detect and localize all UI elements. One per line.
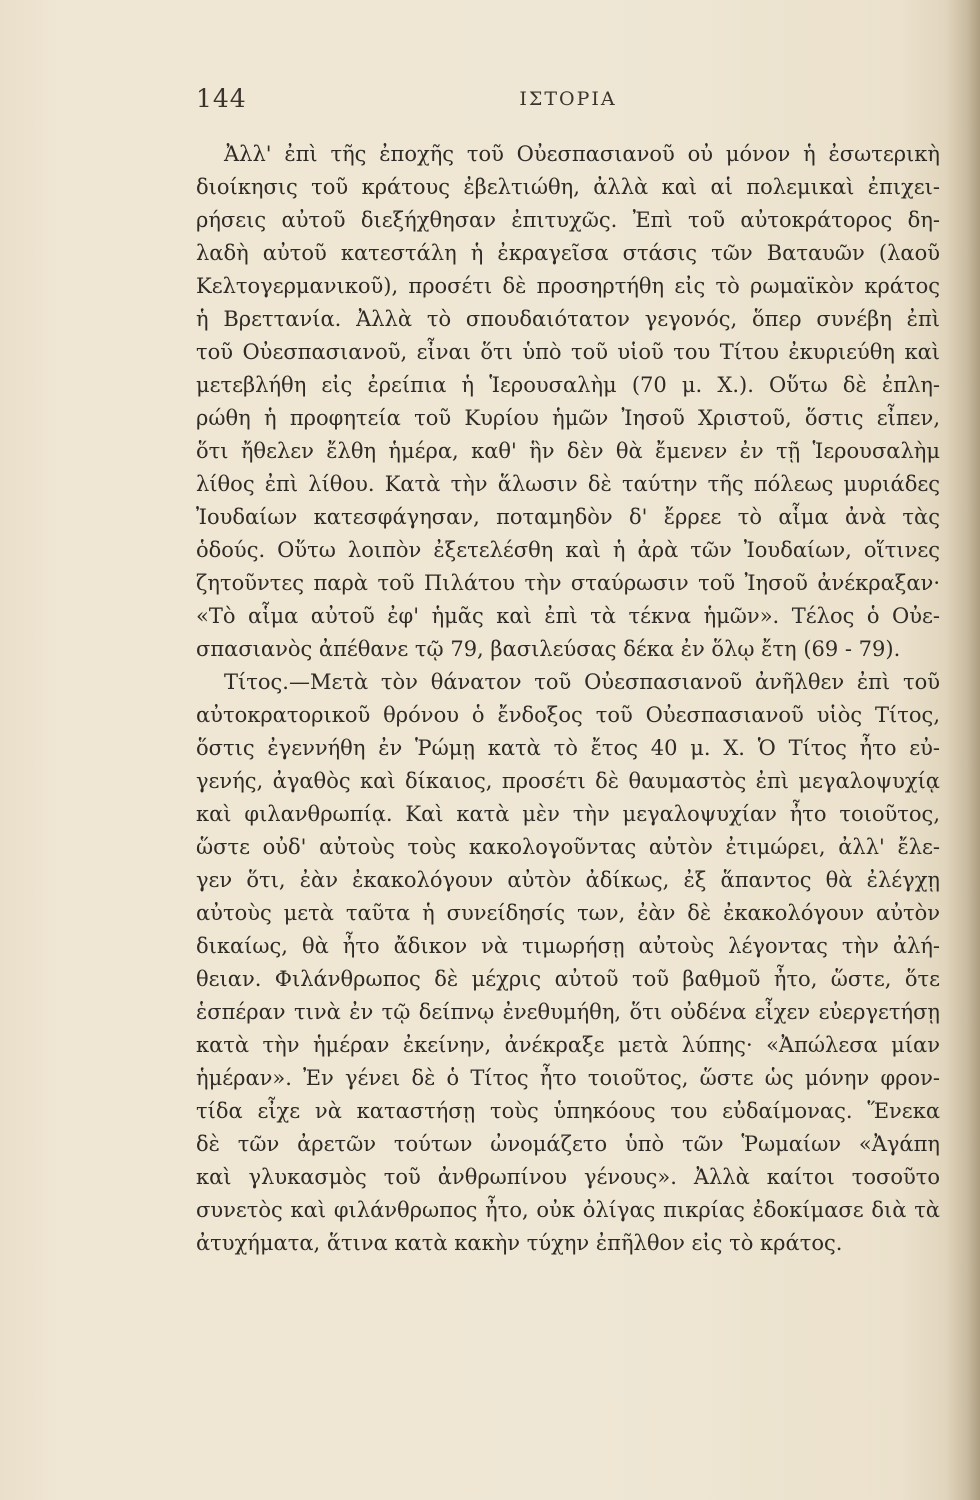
text-line: τοῦ Οὐεσπασιανοῦ, εἶναι ὅτι ὑπὸ τοῦ υἱοῦ του Τίτου ἐκυριεύθη καὶ [196, 340, 940, 364]
text-line: δὲ τῶν ἀρετῶν τούτων ὠνομάζετο ὑπὸ τῶν Ῥωμαίων «Ἀγάπη [196, 1132, 940, 1156]
text-line: λίθος ἐπὶ λίθου. Κατὰ τὴν ἅλωσιν δὲ ταύτην τῆς πόλεως μυριάδες [196, 472, 940, 496]
running-title: ΙΣΤΟΡΙΑ [519, 88, 617, 110]
section-start-line: Τίτος.—Μετὰ τὸν θάνατον τοῦ Οὐεσπασιανοῦ ἀνῆλθεν ἐπὶ τοῦ [224, 670, 940, 694]
text-line: ὁδούς. Οὕτω λοιπὸν ἐξετελέσθη καὶ ἡ ἀρὰ τῶν Ἰουδαίων, οἵτινες [196, 538, 940, 562]
text-line: ζητοῦντες παρὰ τοῦ Πιλάτου τὴν σταύρωσιν τοῦ Ἰησοῦ ἀνέκραξαν· [196, 571, 940, 595]
text-line: αὐτοκρατορικοῦ θρόνου ὁ ἔνδοξος τοῦ Οὐεσπασιανοῦ υἱὸς Τίτος, [196, 703, 940, 727]
text-line: θειαν. Φιλάνθρωπος δὲ μέχρις αὐτοῦ τοῦ βαθμοῦ ἦτο, ὥστε, ὅτε [196, 967, 940, 991]
page-edge-shadow [946, 0, 980, 1500]
text-line: Κελτογερμανικοῦ), προσέτι δὲ προσηρτήθη εἰς τὸ ρωμαϊκὸν κράτος [196, 274, 940, 298]
text-line: ὅστις ἐγεννήθη ἐν Ῥώμῃ κατὰ τὸ ἔτος 40 μ. Χ. Ὁ Τίτος ἦτο εὐ- [196, 736, 940, 760]
text-line: ὥστε οὐδ' αὐτοὺς τοὺς κακολογοῦντας αὐτὸν ἐτιμώρει, ἀλλ' ἔλε- [196, 835, 940, 859]
body-text [196, 138, 940, 1260]
text-line: σπασιανὸς ἀπέθανε τῷ 79, βασιλεύσας δέκα ἐν ὅλῳ ἔτη (69 - 79). [196, 637, 901, 661]
text-line: «Τὸ αἷμα αὐτοῦ ἐφ' ἡμᾶς καὶ ἐπὶ τὰ τέκνα ἡμῶν». Τέλος ὁ Οὐε- [196, 604, 940, 628]
text-line: ἑσπέραν τινὰ ἐν τῷ δείπνῳ ἐνεθυμήθη, ὅτι οὐδένα εἶχεν εὐεργετήσῃ [196, 1000, 940, 1024]
text-line: καὶ φιλανθρωπίᾳ. Καὶ κατὰ μὲν τὴν μεγαλοψυχίαν ἦτο τοιοῦτος, [196, 802, 940, 826]
page-number: 144 [196, 84, 247, 113]
text-line: γενής, ἀγαθὸς καὶ δίκαιος, προσέτι δὲ θαυμαστὸς ἐπὶ μεγαλοψυχίᾳ [196, 769, 940, 793]
text-line: Ἀλλ' ἐπὶ τῆς ἐποχῆς τοῦ Οὐεσπασιανοῦ οὐ μόνον ἡ ἐσωτερικὴ [224, 142, 940, 166]
text-line: ἡμέραν». Ἐν γένει δὲ ὁ Τίτος ἦτο τοιοῦτος, ὥστε ὡς μόνην φρον- [196, 1066, 940, 1090]
text-line: καὶ γλυκασμὸς τοῦ ἀνθρωπίνου γένους». Ἀλλὰ καίτοι τοσοῦτο [196, 1165, 940, 1189]
text-line: ἡ Βρεττανία. Ἀλλὰ τὸ σπουδαιότατον γεγονός, ὅπερ συνέβη ἐπὶ [196, 307, 940, 331]
text-line: συνετὸς καὶ φιλάνθρωπος ἦτο, οὐκ ὀλίγας πικρίας ἐδοκίμασε διὰ τὰ [196, 1198, 940, 1222]
page-header [196, 84, 940, 124]
text-line: ρήσεις αὐτοῦ διεξήχθησαν ἐπιτυχῶς. Ἐπὶ τοῦ αὐτοκράτορος δη- [196, 208, 940, 232]
text-line: μετεβλήθη εἰς ἐρείπια ἡ Ἱερουσαλὴμ (70 μ. Χ.). Οὕτω δὲ ἐπλη- [196, 373, 940, 397]
text-line: διοίκησις τοῦ κράτους ἐβελτιώθη, ἀλλὰ καὶ αἱ πολεμικαὶ ἐπιχει- [196, 175, 940, 199]
text-line: γεν ὅτι, ἐὰν ἐκακολόγουν αὐτὸν ἀδίκως, ἐξ ἅπαντος θὰ ἐλέγχῃ [196, 868, 940, 892]
text-line: Ἰουδαίων κατεσφάγησαν, ποταμηδὸν δ' ἔρρεε τὸ αἷμα ἀνὰ τὰς [196, 505, 940, 529]
text-line: ρώθη ἡ προφητεία τοῦ Κυρίου ἡμῶν Ἰησοῦ Χριστοῦ, ὅστις εἶπεν, [196, 406, 940, 430]
text-line: ἀτυχήματα, ἅτινα κατὰ κακὴν τύχην ἐπῆλθον εἰς τὸ κράτος. [196, 1231, 843, 1255]
text-line: τίδα εἶχε νὰ καταστήσῃ τοὺς ὑπηκόους του εὐδαίμονας. Ἕνεκα [196, 1099, 940, 1123]
text-line: αὐτοὺς μετὰ ταῦτα ἡ συνείδησίς των, ἐὰν δὲ ἐκακολόγουν αὐτὸν [196, 901, 940, 925]
text-line: λαδὴ αὐτοῦ κατεστάλη ἡ ἐκραγεῖσα στάσις τῶν Βαταυῶν (λαοῦ [196, 241, 940, 265]
text-line: κατὰ τὴν ἡμέραν ἐκείνην, ἀνέκραξε μετὰ λύπης· «Ἀπώλεσα μίαν [196, 1033, 940, 1057]
text-line: δικαίως, θὰ ἦτο ἄδικον νὰ τιμωρήσῃ αὐτοὺς λέγοντας τὴν ἀλή- [196, 934, 940, 958]
text-line: ὅτι ἤθελεν ἔλθη ἡμέρα, καθ' ἣν δὲν θὰ ἔμενεν ἐν τῇ Ἱερουσαλὴμ [196, 439, 940, 463]
